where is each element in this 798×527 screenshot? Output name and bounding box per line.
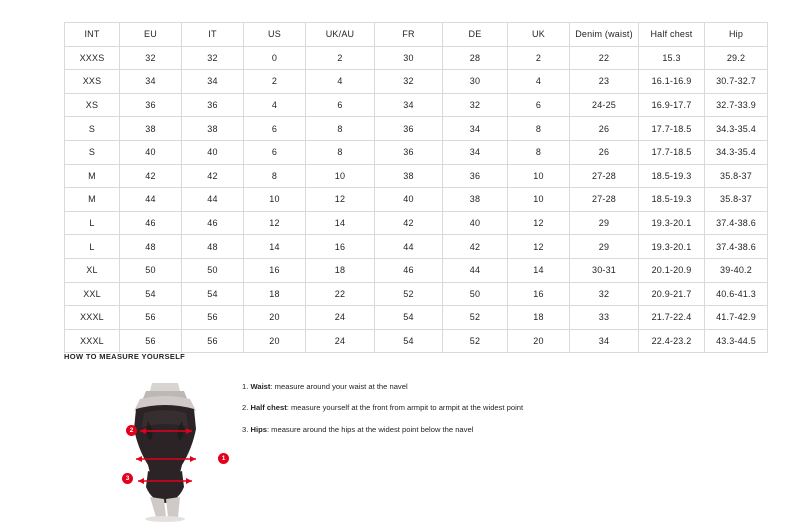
table-cell: 4	[508, 70, 570, 94]
table-cell: S	[65, 117, 120, 141]
how-to-measure-body	[64, 369, 734, 519]
table-cell: 26	[570, 140, 639, 164]
table-cell: 32.7-33.9	[705, 93, 768, 117]
table-row	[65, 46, 768, 70]
table-cell: 23	[570, 70, 639, 94]
table-cell: 0	[244, 46, 306, 70]
table-cell: 32	[182, 46, 244, 70]
table-cell: 20	[244, 329, 306, 353]
table-cell: 20.1-20.9	[639, 258, 705, 282]
instruction-item-3	[242, 426, 712, 434]
table-row	[65, 282, 768, 306]
size-conversion-table	[64, 22, 768, 353]
table-cell: 54	[375, 306, 443, 330]
table-cell: 6	[306, 93, 375, 117]
table-cell: 42	[120, 164, 182, 188]
table-cell: L	[65, 211, 120, 235]
table-cell: S	[65, 140, 120, 164]
instruction-text: : measure around the hips at the widest point below the navel	[266, 424, 474, 434]
table-cell: 12	[306, 188, 375, 212]
table-cell: 56	[182, 329, 244, 353]
table-cell: XXXL	[65, 329, 120, 353]
table-cell: 6	[244, 117, 306, 141]
table-cell: 10	[508, 164, 570, 188]
table-cell: 16.1-16.9	[639, 70, 705, 94]
table-cell: 44	[375, 235, 443, 259]
table-cell: 10	[306, 164, 375, 188]
table-cell: 28	[443, 46, 508, 70]
table-row	[65, 235, 768, 259]
column-header: Hip	[705, 23, 768, 47]
instruction-term: Waist	[250, 382, 271, 391]
table-cell: 27-28	[570, 188, 639, 212]
table-cell: 42	[182, 164, 244, 188]
table-cell: 20	[244, 306, 306, 330]
table-cell: 30-31	[570, 258, 639, 282]
table-cell: 32	[443, 93, 508, 117]
table-cell: XXXL	[65, 306, 120, 330]
measure-marker-3: 3	[122, 473, 133, 484]
table-cell: L	[65, 235, 120, 259]
table-row	[65, 188, 768, 212]
table-cell: 48	[182, 235, 244, 259]
column-header: INT	[65, 23, 120, 47]
mannequin-figure	[100, 377, 230, 517]
column-header: IT	[182, 23, 244, 47]
table-cell: 38	[182, 117, 244, 141]
table-cell: 56	[182, 306, 244, 330]
table-cell: 46	[182, 211, 244, 235]
table-cell: 32	[120, 46, 182, 70]
table-cell: 36	[120, 93, 182, 117]
table-cell: 54	[182, 282, 244, 306]
table-cell: 19.3-20.1	[639, 211, 705, 235]
table-cell: 44	[120, 188, 182, 212]
table-row	[65, 211, 768, 235]
table-cell: 44	[443, 258, 508, 282]
table-cell: 52	[443, 306, 508, 330]
table-cell: 17.7-18.5	[639, 140, 705, 164]
table-cell: 30.7-32.7	[705, 70, 768, 94]
table-row	[65, 117, 768, 141]
table-cell: 56	[120, 306, 182, 330]
table-cell: 6	[508, 93, 570, 117]
table-cell: M	[65, 188, 120, 212]
table-cell: 10	[508, 188, 570, 212]
table-cell: 46	[120, 211, 182, 235]
table-cell: 38	[120, 117, 182, 141]
measure-marker-2: 2	[126, 425, 137, 436]
table-cell: 8	[244, 164, 306, 188]
table-cell: 17.7-18.5	[639, 117, 705, 141]
table-cell: 29	[570, 211, 639, 235]
table-cell: 41.7-42.9	[705, 306, 768, 330]
table-cell: 33	[570, 306, 639, 330]
table-cell: 46	[375, 258, 443, 282]
column-header: Half chest	[639, 23, 705, 47]
table-cell: 52	[375, 282, 443, 306]
table-cell: M	[65, 164, 120, 188]
table-cell: 37.4-38.6	[705, 211, 768, 235]
table-cell: 32	[570, 282, 639, 306]
table-cell: 56	[120, 329, 182, 353]
table-cell: 35.8-37	[705, 164, 768, 188]
table-cell: 10	[244, 188, 306, 212]
table-cell: 14	[306, 211, 375, 235]
table-cell: 34	[570, 329, 639, 353]
instruction-term: Half chest	[250, 403, 287, 413]
table-cell: 38	[443, 188, 508, 212]
table-cell: 16	[244, 258, 306, 282]
table-cell: XXXS	[65, 46, 120, 70]
column-header: Denim (waist)	[570, 23, 639, 47]
table-cell: 37.4-38.6	[705, 235, 768, 259]
table-cell: 38	[375, 164, 443, 188]
table-cell: XXL	[65, 282, 120, 306]
measure-marker-1: 1	[218, 453, 229, 464]
table-cell: 50	[182, 258, 244, 282]
table-cell: 20.9-21.7	[639, 282, 705, 306]
table-cell: 19.3-20.1	[639, 235, 705, 259]
instruction-item-1	[242, 383, 712, 391]
table-cell: 18	[508, 306, 570, 330]
table-cell: 24	[306, 329, 375, 353]
instruction-item-2	[242, 404, 712, 412]
table-cell: XL	[65, 258, 120, 282]
column-header: FR	[375, 23, 443, 47]
table-cell: 8	[508, 140, 570, 164]
table-cell: 24-25	[570, 93, 639, 117]
table-cell: 22	[570, 46, 639, 70]
table-cell: 32	[375, 70, 443, 94]
table-row	[65, 70, 768, 94]
table-cell: 16	[508, 282, 570, 306]
how-to-measure-section	[64, 352, 734, 519]
table-cell: 29.2	[705, 46, 768, 70]
measure-instructions	[242, 383, 712, 447]
instruction-text: : measure yourself at the front from armpit to armpit at the widest point	[286, 403, 524, 413]
table-row	[65, 258, 768, 282]
table-cell: 34.3-35.4	[705, 140, 768, 164]
table-cell: 15.3	[639, 46, 705, 70]
table-cell: 2	[508, 46, 570, 70]
table-cell: 34	[443, 117, 508, 141]
table-cell: 50	[120, 258, 182, 282]
table-cell: 24	[306, 306, 375, 330]
instruction-number: 3.	[242, 424, 249, 434]
table-cell: 14	[244, 235, 306, 259]
column-header: EU	[120, 23, 182, 47]
table-cell: 18	[306, 258, 375, 282]
table-cell: 54	[120, 282, 182, 306]
table-cell: 30	[443, 70, 508, 94]
table-cell: 8	[306, 140, 375, 164]
table-cell: 42	[443, 235, 508, 259]
table-cell: 14	[508, 258, 570, 282]
table-cell: 18.5-19.3	[639, 188, 705, 212]
column-header: US	[244, 23, 306, 47]
column-header: UK/AU	[306, 23, 375, 47]
table-cell: 52	[443, 329, 508, 353]
table-cell: 8	[306, 117, 375, 141]
table-cell: 40	[443, 211, 508, 235]
table-cell: 18.5-19.3	[639, 164, 705, 188]
column-header: DE	[443, 23, 508, 47]
table-cell: 4	[244, 93, 306, 117]
size-chart-container	[64, 22, 756, 353]
table-cell: 22.4-23.2	[639, 329, 705, 353]
table-cell: 8	[508, 117, 570, 141]
table-header-row	[65, 23, 768, 47]
instruction-number: 1.	[242, 382, 249, 391]
table-cell: 12	[244, 211, 306, 235]
table-cell: 34	[375, 93, 443, 117]
table-cell: 18	[244, 282, 306, 306]
table-cell: 20	[508, 329, 570, 353]
how-to-measure-title: HOW TO MEASURE YOURSELF	[64, 352, 186, 361]
table-cell: 36	[375, 140, 443, 164]
table-row	[65, 164, 768, 188]
table-cell: 34	[443, 140, 508, 164]
table-cell: 12	[508, 235, 570, 259]
table-cell: 40	[375, 188, 443, 212]
instruction-text: : measure around your waist at the navel	[270, 382, 408, 391]
table-cell: 36	[375, 117, 443, 141]
instruction-number: 2.	[242, 403, 249, 413]
table-row	[65, 93, 768, 117]
table-cell: 4	[306, 70, 375, 94]
table-cell: XXS	[65, 70, 120, 94]
table-cell: 35.8-37	[705, 188, 768, 212]
table-cell: 2	[306, 46, 375, 70]
table-cell: 26	[570, 117, 639, 141]
table-cell: 36	[182, 93, 244, 117]
table-cell: 44	[182, 188, 244, 212]
table-cell: 16.9-17.7	[639, 93, 705, 117]
table-cell: 12	[508, 211, 570, 235]
table-cell: 6	[244, 140, 306, 164]
table-cell: 40	[120, 140, 182, 164]
table-cell: 40.6-41.3	[705, 282, 768, 306]
table-cell: XS	[65, 93, 120, 117]
table-cell: 54	[375, 329, 443, 353]
table-row	[65, 306, 768, 330]
table-cell: 34.3-35.4	[705, 117, 768, 141]
table-cell: 36	[443, 164, 508, 188]
table-cell: 39-40.2	[705, 258, 768, 282]
table-cell: 40	[182, 140, 244, 164]
table-cell: 21.7-22.4	[639, 306, 705, 330]
table-cell: 22	[306, 282, 375, 306]
table-cell: 2	[244, 70, 306, 94]
table-cell: 27-28	[570, 164, 639, 188]
column-header: UK	[508, 23, 570, 47]
table-cell: 34	[120, 70, 182, 94]
table-cell: 48	[120, 235, 182, 259]
table-cell: 16	[306, 235, 375, 259]
table-cell: 30	[375, 46, 443, 70]
instruction-term: Hips	[250, 424, 267, 434]
table-cell: 34	[182, 70, 244, 94]
table-row	[65, 329, 768, 353]
table-cell: 29	[570, 235, 639, 259]
table-cell: 42	[375, 211, 443, 235]
table-cell: 50	[443, 282, 508, 306]
table-row	[65, 140, 768, 164]
table-cell: 43.3-44.5	[705, 329, 768, 353]
